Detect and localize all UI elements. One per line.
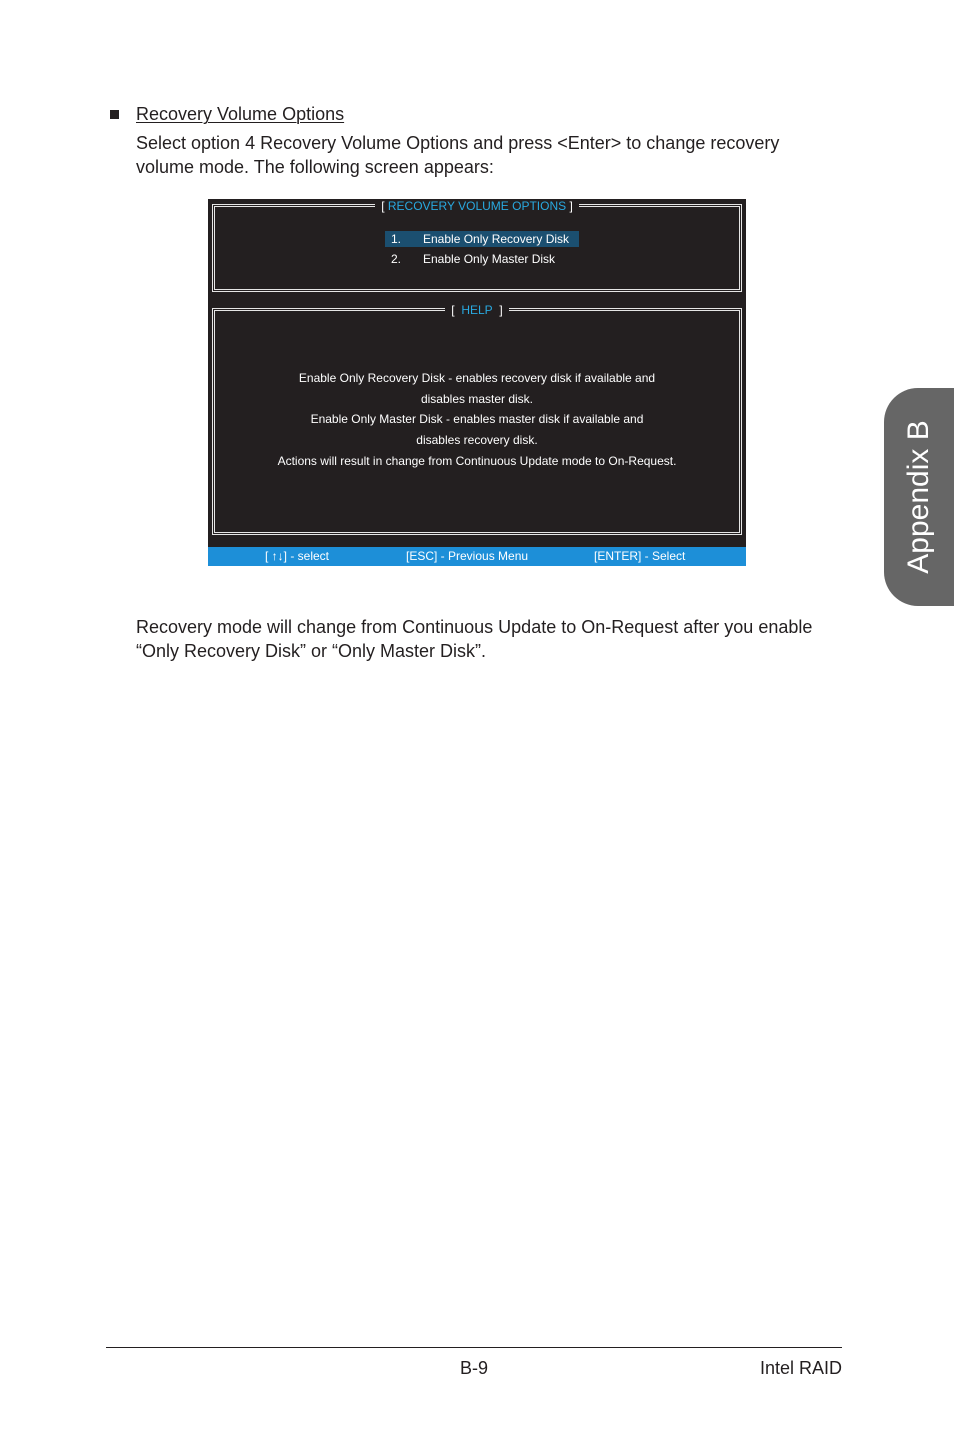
menu-frame-title: [ RECOVERY VOLUME OPTIONS ] xyxy=(375,199,579,213)
status-enter-hint: [ENTER] - Select xyxy=(594,549,686,563)
help-line: Actions will result in change from Continuous Update mode to On-Request. xyxy=(277,453,677,468)
outro-paragraph: Recovery mode will change from Continuous Update to On-Request after you enable “Only Recovery Disk” or “Only Master Disk”. xyxy=(136,617,813,661)
help-line: disables master disk. xyxy=(420,391,534,406)
help-line: Enable Only Recovery Disk - enables recovery disk if available and xyxy=(298,371,656,385)
help-line: Enable Only Master Disk - enables master disk if available and xyxy=(310,412,644,427)
help-text xyxy=(215,368,739,472)
footer-title: Intel RAID xyxy=(759,1358,842,1378)
help-frame xyxy=(212,303,742,535)
status-bar xyxy=(208,547,746,566)
appendix-tab xyxy=(884,388,954,606)
status-select-hint: [ ↑↓] - select xyxy=(265,549,330,563)
menu-item-label: Enable Only Master Disk xyxy=(423,252,556,266)
help-frame-title: [ HELP ] xyxy=(445,303,508,317)
menu-item-number: 1. xyxy=(391,232,402,246)
help-line: disables recovery disk. xyxy=(416,433,538,448)
menu-frame xyxy=(212,199,742,292)
menu-item-number: 2. xyxy=(391,252,402,266)
menu-item-master-disk[interactable] xyxy=(385,251,579,267)
appendix-tab-label: Appendix B xyxy=(902,420,935,574)
status-esc-hint: [ESC] - Previous Menu xyxy=(406,549,529,563)
footer-divider xyxy=(106,1347,842,1348)
section-title: Recovery Volume Options xyxy=(136,104,345,124)
page-number: B-9 xyxy=(460,1358,489,1378)
menu-item-label: Enable Only Recovery Disk xyxy=(423,232,570,246)
bios-screen xyxy=(208,199,746,566)
intro-paragraph: Select option 4 Recovery Volume Options and press <Enter> to change recovery volume mode. The following screen appears: xyxy=(136,133,780,177)
square-bullet-icon xyxy=(110,110,119,119)
menu-item-recovery-disk[interactable] xyxy=(385,231,579,247)
